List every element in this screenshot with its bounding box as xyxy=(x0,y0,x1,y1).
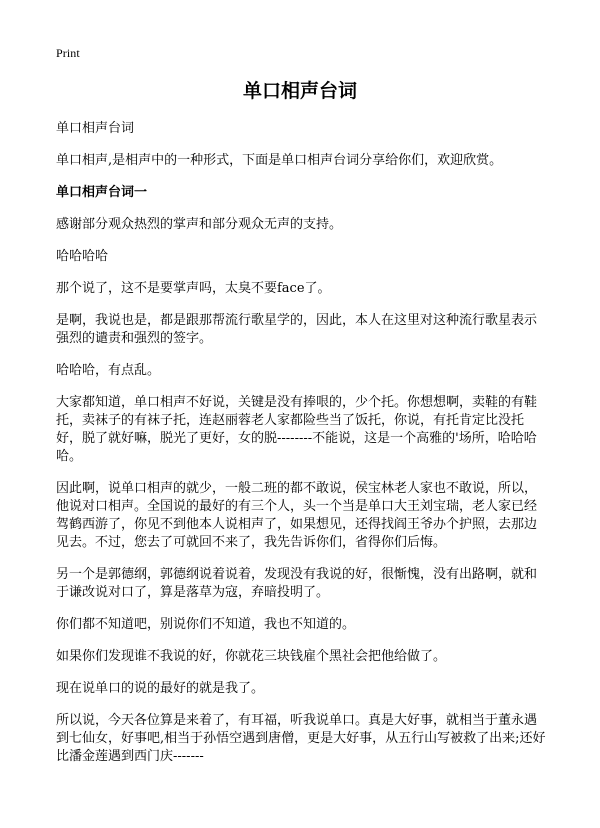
body-paragraph: 那个说了，这不是要掌声吗，太臭不要face了。 xyxy=(56,281,331,296)
subtitle-paragraph: 单口相声台词 xyxy=(56,121,135,136)
body-paragraph: 你们都不知道吧，别说你们不知道，我也不知道的。 xyxy=(56,617,356,632)
article-body xyxy=(56,120,546,780)
body-paragraph: 哈哈哈哈 xyxy=(56,249,109,264)
section-heading: 单口相声台词一 xyxy=(56,185,148,200)
print-label: Print xyxy=(56,46,80,60)
page-title: 单口相声台词 xyxy=(242,80,357,102)
body-paragraph: 现在说单口的说的最好的就是我了。 xyxy=(56,681,265,696)
intro-paragraph: 单口相声,是相声中的一种形式，下面是单口相声台词分享给你们，欢迎欣赏。 xyxy=(56,153,503,168)
body-paragraph: 哈哈哈，有点乱。 xyxy=(56,363,161,378)
body-paragraph: 大家都知道，单口相声不好说，关键是没有捧哏的，少个托。你想想啊，卖鞋的有鞋托，卖袜子的有袜子托，连赵丽蓉老人家都险些当了饭托，你说，有托肯定比没托好，脱了就好嘛，脱光了更好，女的脱--------不能说，这是一个高雅的'场所，哈哈哈哈。 xyxy=(56,395,538,464)
body-paragraph: 另一个是郭德纲，郭德纲说着说着，发现没有我说的好，很惭愧，没有出路啊，就和于谦改说对口了，算是落草为寇，弃暗投明了。 xyxy=(56,567,538,600)
body-paragraph: 是啊，我说也是，都是跟那帮流行歌星学的，因此，本人在这里对这种流行歌星表示强烈的谴责和强烈的签字。 xyxy=(56,313,538,346)
body-paragraph: 所以说，今天各位算是来着了，有耳福，听我说单口。真是大好事，就相当于董永遇到七仙女，好事吧,相当于孙悟空遇到唐僧，更是大好事，从五行山写被救了出来;还好比潘金莲遇到西门庆------- xyxy=(56,713,546,764)
body-paragraph: 如果你们发现谁不我说的好，你就花三块钱雇个黑社会把他给做了。 xyxy=(56,649,447,664)
body-paragraph: 感谢部分观众热烈的掌声和部分观众无声的支持。 xyxy=(56,217,343,232)
body-paragraph: 因此啊，说单口相声的就少，一般二班的都不敢说，侯宝林老人家也不敢说，所以，他说对口相声。全国说的最好的有三个人，头一个当是单口大王刘宝瑞，老人家已经驾鹤西游了，你见不到他本人说相声了，如果想见，还得找阎王爷办个护照，去那边见去。不过，您去了可就回不来了，我先告诉你们，省得你们后悔。 xyxy=(56,481,538,550)
